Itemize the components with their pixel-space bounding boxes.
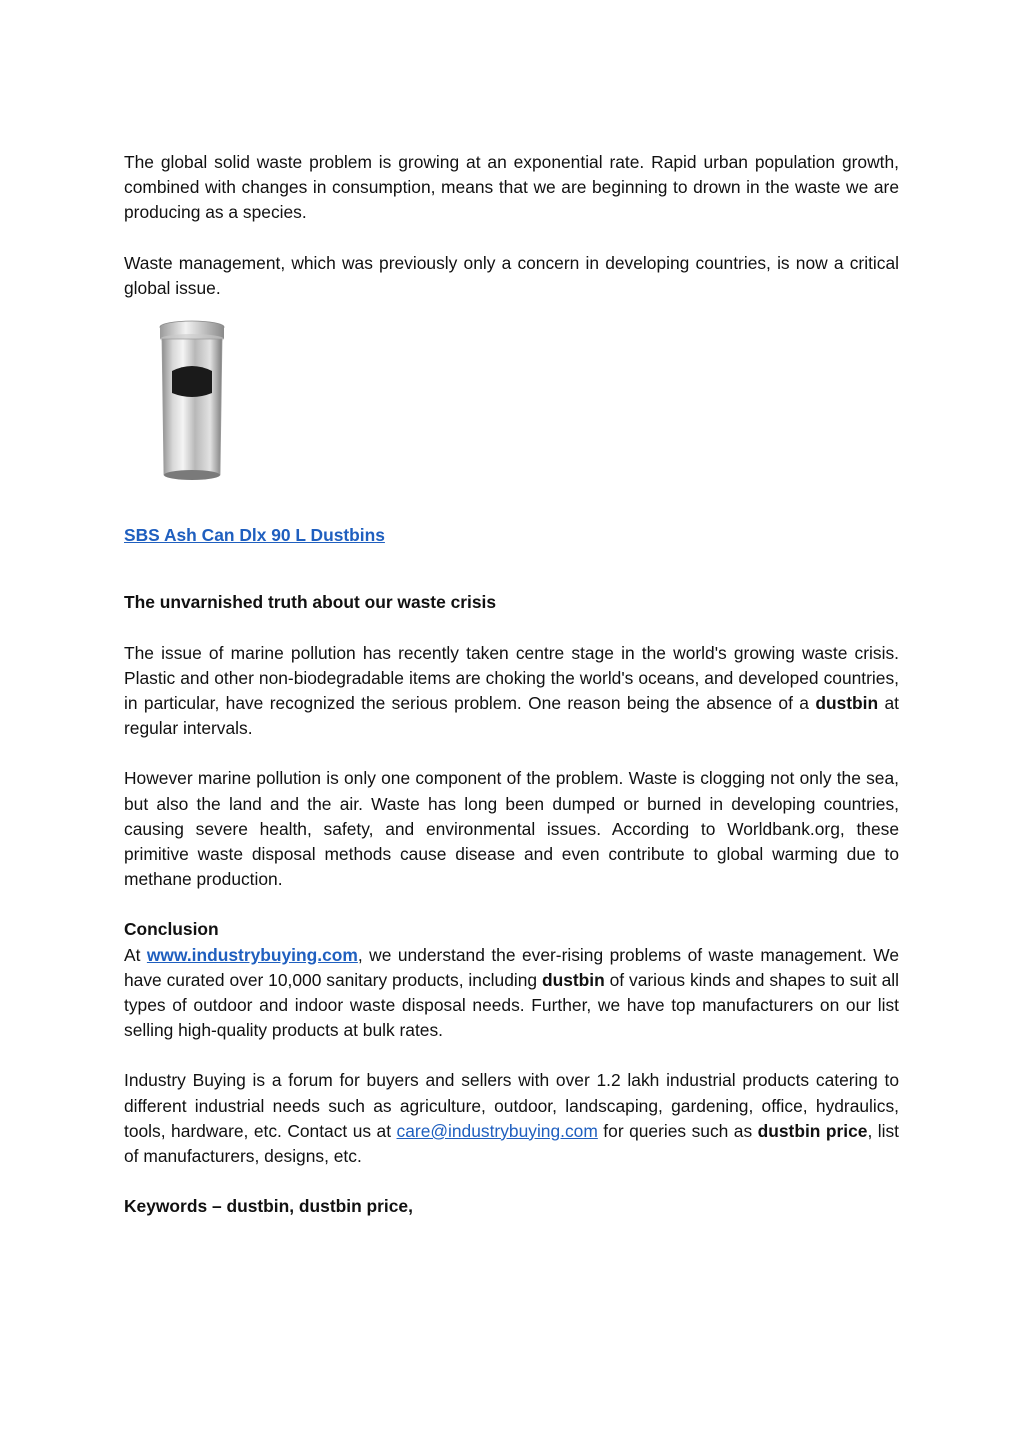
conclusion-paragraph [124,943,899,1044]
contact-email-link[interactable]: care@industrybuying.com [396,1120,598,1141]
industrybuying-website-link[interactable]: www.industrybuying.com [146,944,358,965]
paragraph-text: for queries such as [597,1120,758,1141]
paragraph-text: of various kinds and shapes to suit all types of outdoor and indoor waste disposal needs. Further, we have top manufacturers on our list selling high-quality products at bulk rates. [124,969,899,1041]
keyword-dustbin-price: dustbin price [757,1120,868,1141]
section-heading-waste-crisis: The unvarnished truth about our waste crisis [124,592,497,613]
paragraph-text: , we understand the ever-rising problems of waste management. We have curated over 10,000 sanitary products, including [124,944,899,990]
intro-paragraph-1: The global solid waste problem is growing at an exponential rate. Rapid urban population growth, combined with changes in consumption, means that we are beginning to drown in the waste we are producing as a species. [124,152,899,223]
paragraph-text: at regular intervals. [124,693,899,739]
conclusion-heading: Conclusion [124,919,219,940]
document-body [124,150,899,1219]
paragraph-text: The issue of marine pollution has recently taken centre stage in the world's growing waste crisis. Plastic and other non-biodegradable items are choking the world's oceans, and developed countries, in particular, have recognized the serious problem. One reason being the absence of a [124,642,899,714]
paragraph-text: , list of manufacturers, designs, etc. [124,1120,899,1167]
waste-problem-paragraph: However marine pollution is only one component of the problem. Waste is clogging not only the sea, but also the land and the air. Waste has long been dumped or burned in developing countries, causing severe health, safety, and environmental issues. According to Worldbank.org, these primitive waste disposal methods cause disease and even contribute to global warming due to methane production. [124,768,899,890]
keywords-line: Keywords – dustbin, dustbin price, [124,1196,413,1217]
product-link-paragraph [124,523,899,548]
keyword-dustbin: dustbin [815,693,879,714]
keyword-dustbin: dustbin [541,969,605,990]
dustbin-product-image[interactable] [152,315,302,490]
product-link[interactable]: SBS Ash Can Dlx 90 L Dustbins [124,525,385,546]
industry-buying-paragraph [124,1068,899,1169]
marine-pollution-paragraph [124,641,899,742]
paragraph-text: At [124,944,147,965]
intro-paragraph-2: Waste management, which was previously only a concern in developing countries, is now a critical global issue. [124,252,899,298]
paragraph-text: Industry Buying is a forum for buyers and sellers with over 1.2 lakh industrial products catering to different industrial needs such as agriculture, outdoor, landscaping, gardening, office, hydraulics, tools, hardware, etc. Contact us at [124,1070,899,1141]
